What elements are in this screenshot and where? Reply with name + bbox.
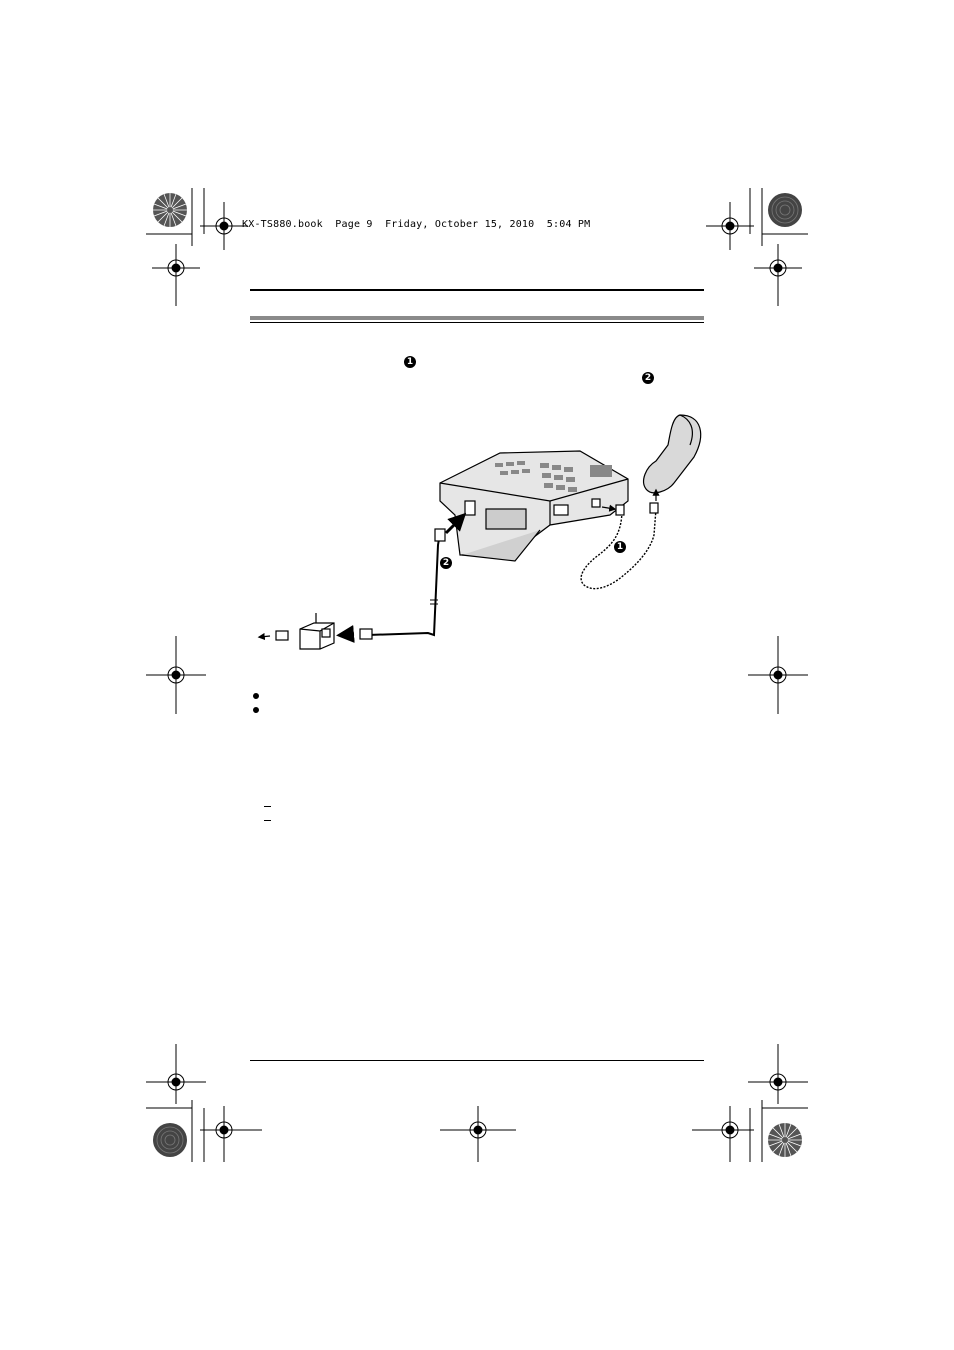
registration-mark-icon — [200, 1106, 262, 1162]
bottom-rule — [250, 1060, 704, 1061]
starburst-target-icon — [150, 190, 190, 230]
registration-mark-icon — [748, 1044, 808, 1104]
phone-connection-illustration — [250, 405, 720, 655]
telephone-line-cord — [368, 533, 440, 635]
bullet-marker — [253, 707, 259, 713]
registration-mark-icon — [200, 202, 248, 250]
section-rule-thin — [250, 322, 704, 323]
starburst-target-icon — [765, 190, 805, 230]
starburst-target-icon — [150, 1120, 190, 1160]
dash-marker — [264, 820, 271, 821]
illustration-step-1-callout: 1 — [614, 541, 626, 553]
registration-mark-icon — [692, 1106, 754, 1162]
starburst-target-icon — [765, 1120, 805, 1160]
registration-mark-icon — [146, 636, 206, 714]
file-info-slug: KX-TS880.book Page 9 Friday, October 15, 2010 5:04 PM — [242, 219, 591, 230]
step-2-callout: 2 — [642, 372, 654, 384]
registration-mark-icon — [440, 1106, 516, 1162]
illustration-step-2-callout: 2 — [440, 557, 452, 569]
step-1-callout: 1 — [404, 356, 416, 368]
handset — [644, 415, 701, 493]
section-rule — [250, 316, 704, 320]
registration-mark-icon — [146, 1044, 206, 1104]
registration-mark-icon — [754, 244, 802, 306]
registration-mark-icon — [748, 636, 808, 714]
bullet-marker — [253, 693, 259, 699]
registration-mark-icon — [706, 202, 754, 250]
top-rule — [250, 289, 704, 291]
registration-mark-icon — [152, 244, 200, 306]
dash-marker — [264, 806, 271, 807]
